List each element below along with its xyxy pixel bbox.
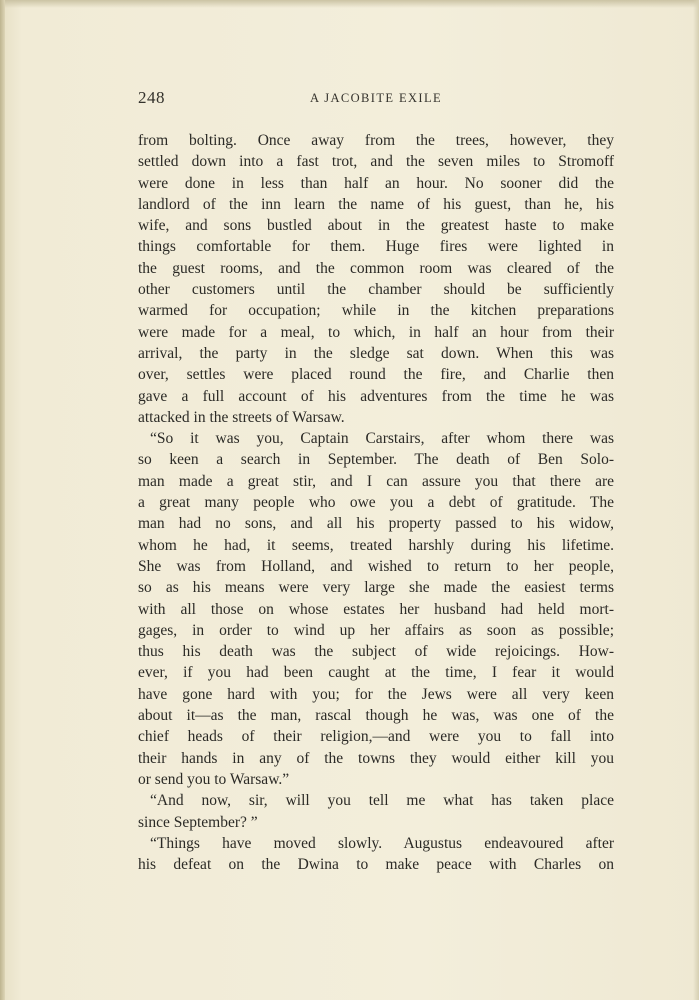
text-line: thus his death was the subject of wide rejoicings. How- [138,643,614,661]
text-line: ever, if you had been caught at the time, I fear it would [138,664,614,682]
text-line: She was from Holland, and wished to return to her people, [138,557,614,575]
text-line: the guest rooms, and the common room was cleared of the [138,259,614,277]
text-line: so keen a search in September. The death of Ben Solo- [138,451,614,469]
text-line: a great many people who owe you a debt of gratitude. The [138,494,614,512]
page-right-edge [693,0,699,1000]
page-top-shadow [0,0,699,8]
text-line: his defeat on the Dwina to make peace with Charles on [138,856,614,874]
text-line: gave a full account of his adventures from the time he was [138,387,614,405]
page-number: 248 [138,88,165,107]
text-line: were done in less than half an hour. No sooner did the [138,174,614,192]
text-line: gages, in order to wind up her affairs as soon as possible; [138,621,614,639]
text-line: other customers until the chamber should be sufficiently [138,281,614,299]
text-line: or send you to Warsaw.” [138,770,290,788]
text-line: settled down into a fast trot, and the seven miles to Stromoff [138,153,614,171]
text-line: with all those on whose estates her husband had held mort- [138,600,614,618]
text-line: from bolting. Once away from the trees, however, they [138,132,614,149]
body-text [138,130,614,875]
running-title: A JACOBITE EXILE [309,91,443,105]
text-line: landlord of the inn learn the name of his guest, than he, his [138,195,614,213]
text-line: attacked in the streets of Warsaw. [138,408,345,426]
text-line: wife, and sons bustled about in the greatest haste to make [138,217,614,235]
text-line: man had no sons, and all his property passed to his widow, [138,515,614,533]
text-line: about it—as the man, rascal though he was, was one of the [138,707,614,725]
text-line: over, settles were placed round the fire, and Charlie then [138,366,614,384]
text-line: “And now, sir, will you tell me what has taken place [150,792,614,810]
text-line: whom he had, it seems, treated harshly during his lifetime. [138,536,614,554]
text-line: chief heads of their religion,—and were you to fall into [138,728,614,746]
text-line: “So it was you, Captain Carstairs, after whom there was [150,430,614,448]
text-line: have gone hard with you; for the Jews were all very keen [138,685,614,703]
text-line: warmed for occupation; while in the kitchen preparations [138,302,614,320]
page-binding-edge [0,0,5,1000]
text-line: “Things have moved slowly. Augustus endeavoured after [150,834,614,852]
text-line: were made for a meal, to which, in half an hour from their [138,323,614,341]
running-head [138,88,614,112]
text-line: man made a great stir, and I can assure you that there are [138,472,614,490]
text-line: their hands in any of the towns they would either kill you [138,749,614,767]
text-line: so as his means were very large she made the easiest terms [138,579,614,597]
text-line: arrival, the party in the sledge sat down. When this was [138,344,614,362]
text-line: things comfortable for them. Huge fires were lighted in [138,238,614,256]
text-line: since September? ” [138,813,258,831]
